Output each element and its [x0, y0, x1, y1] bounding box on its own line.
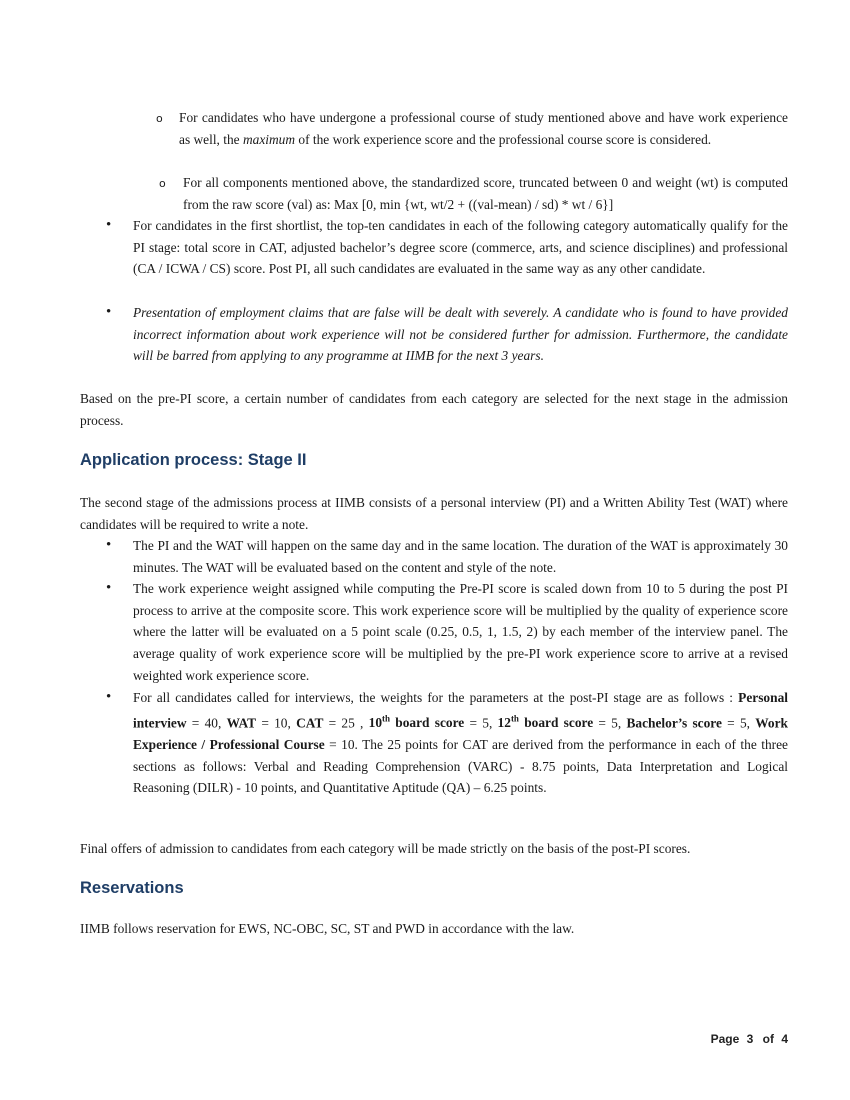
section-heading-stage-2: Application process: Stage II — [80, 451, 307, 469]
bullet-item: For candidates in the first shortlist, the top-ten candidates in each of the following category automatically qualify for the PI stage: total score in CAT, adjusted bachelor’s degree score (commerce, arts, and science disciplines) and professional (CA / ICWA / CS) score. Post PI, all such candidates are evaluated in the same way as any other candidate. — [133, 218, 788, 277]
weight-label-10th-text: board score — [390, 715, 465, 731]
paragraph-pre-pi: Based on the pre-PI score, a certain number of candidates from each category are selected for the next stage in the admission process. — [80, 391, 788, 428]
bullet-item: The PI and the WAT will happen on the same day and in the same location. The duration of the WAT is approximately 30 minutes. The WAT will be evaluated based on the content and style of the note. — [133, 538, 788, 575]
bullet-item-warning: Presentation of employment claims that are false will be dealt with severely. A candidate who is found to have provided incorrect information about work experience will not be considered further for admission. Furthermore, the candidate will be barred from applying to any programme at IIMB for the next 3 years. — [133, 305, 788, 364]
weight-value: = 40, — [186, 715, 227, 731]
sub-bullet-marker: o — [156, 112, 163, 125]
footer-page-word: Page — [710, 1032, 740, 1046]
weight-value: = 5, — [464, 715, 498, 731]
bullet-marker: • — [106, 217, 112, 233]
superscript: th — [510, 713, 519, 724]
bullet-marker: • — [106, 537, 112, 553]
weight-label-10th-num: 10 — [368, 715, 383, 731]
weight-label-12th-text: board score — [518, 715, 594, 731]
footer-page-number: 3 — [746, 1032, 754, 1046]
weight-label-work-experience: Work Experience / Professional Course — [133, 715, 788, 752]
weight-label-pi: Personal interview — [133, 690, 788, 731]
weight-label-wat: WAT — [226, 715, 257, 731]
paragraph-reservations: IIMB follows reservation for EWS, NC-OBC, SC, ST and PWD in accordance with the law. — [80, 921, 575, 936]
weight-label-10th — [369, 715, 465, 730]
sub-bullet-item: For all components mentioned above, the standardized score, truncated between 0 and weight (wt) is computed from the raw score (val) as: Max [0, min {wt, wt/2 + ((val-mean) / sd) * wt / 6}] — [183, 175, 788, 212]
weight-value: = 5, — [593, 715, 627, 731]
paragraph-final-offers: Final offers of admission to candidates from each category will be made strictly on the basis of the post-PI scores. — [80, 841, 691, 856]
weights-tail: . The 25 points for CAT are derived from the performance in each of the three sections as follows: Verbal and Reading Comprehension (VARC) - 8.75 points, Data Interpretation and Logical Reasoning (DILR) - 10 points, and Quantitative Aptitude (QA) – 6.25 points. — [133, 736, 788, 796]
weight-value: = 10, — [256, 715, 297, 731]
weight-label-bachelors: Bachelor’s score — [626, 715, 722, 731]
weight-label-12th-num: 12 — [497, 715, 511, 731]
weight-value: = 25 , — [323, 715, 369, 731]
sub-bullet-item — [179, 107, 788, 150]
bullet-marker: • — [106, 689, 112, 705]
footer-of-word: of — [762, 1032, 774, 1046]
weights-intro: For all candidates called for interviews, the weights for the parameters at the post-PI stage are as follows : — [133, 690, 739, 705]
bullet-item: The work experience weight assigned while computing the Pre-PI score is scaled down from 10 to 5 during the post PI process to arrive at the composite score. This work experience score will be multiplied by the quality of experience score where the latter will be evaluated on a 5 point scale (0.25, 0.5, 1, 1.5, 2) by each member of the interview panel. The average quality of work experience score will be multiplied by the pre-PI work experience score to arrive at a revised weighted work experience score. — [133, 581, 788, 683]
bullet-marker: • — [106, 580, 112, 596]
bullet-item-weights — [133, 687, 788, 799]
emphasis-maximum: maximum — [242, 131, 296, 147]
sub-bullet-marker: o — [159, 177, 166, 190]
section-heading-reservations: Reservations — [80, 879, 184, 897]
page-footer — [711, 1032, 788, 1046]
sub-bullet-text: of the work experience score and the professional course score is considered. — [295, 131, 712, 147]
weight-label-12th — [498, 715, 594, 730]
bullet-marker: • — [106, 304, 112, 320]
paragraph-stage-2: The second stage of the admissions process at IIMB consists of a personal interview (PI) and a Written Ability Test (WAT) where candidates will be required to write a note. — [80, 495, 788, 532]
weight-label-cat: CAT — [296, 715, 324, 731]
footer-total-pages: 4 — [781, 1032, 788, 1046]
superscript: th — [382, 713, 391, 724]
weight-value: = 10 — [324, 736, 355, 752]
sub-bullet-text: For candidates who have undergone a professional course of study mentioned above and have work experience as well, the — [179, 110, 788, 147]
weight-value: = 5, — [721, 715, 756, 731]
